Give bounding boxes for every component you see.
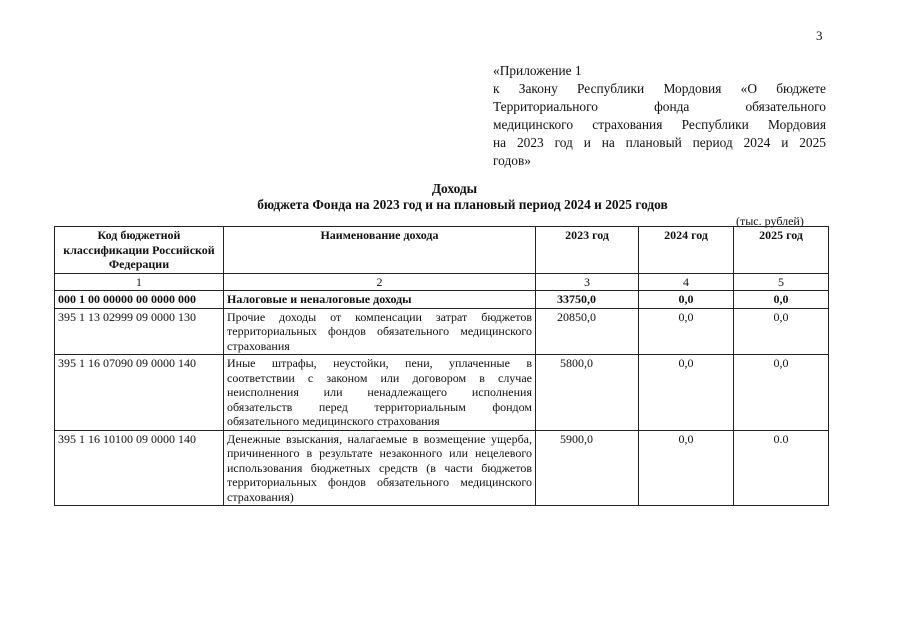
header-2025: 2025 год xyxy=(734,227,829,274)
column-number: 2 xyxy=(224,273,536,291)
annex-line: медицинского страхования Республики Мордовия xyxy=(493,117,826,132)
table-row xyxy=(55,355,829,431)
income-name: Налоговые и неналоговые доходы xyxy=(224,291,536,309)
budget-code: 395 1 13 02999 09 0000 130 xyxy=(55,308,224,355)
column-number-row xyxy=(55,273,829,291)
value-2023: 33750,0 xyxy=(536,291,639,309)
page-number: 3 xyxy=(816,28,823,43)
budget-code: 395 1 16 07090 09 0000 140 xyxy=(55,355,224,431)
budget-code: 395 1 16 10100 09 0000 140 xyxy=(55,430,224,506)
value-2025: 0,0 xyxy=(734,355,829,431)
header-2023: 2023 год xyxy=(536,227,639,274)
annex-line: годов» xyxy=(493,153,531,168)
value-2023: 5900,0 xyxy=(536,430,639,506)
document-subtitle: бюджета Фонда на 2023 год и на плановый период 2024 и 2025 годов xyxy=(257,197,668,212)
value-2025: 0,0 xyxy=(734,308,829,355)
column-number: 3 xyxy=(536,273,639,291)
income-table xyxy=(54,226,829,506)
column-number: 4 xyxy=(639,273,734,291)
annex-line: к Закону Республики Мордовия «О бюджете xyxy=(493,81,826,96)
value-2024: 0,0 xyxy=(639,355,734,431)
annex-line: Территориального фонда обязательного xyxy=(493,99,826,114)
table-row xyxy=(55,308,829,355)
value-2025: 0.0 xyxy=(734,430,829,506)
annex-reference xyxy=(493,62,826,170)
table-row xyxy=(55,430,829,506)
value-2024: 0,0 xyxy=(639,291,734,309)
value-2024: 0,0 xyxy=(639,308,734,355)
value-2025: 0,0 xyxy=(734,291,829,309)
document-title: Доходы xyxy=(431,181,478,196)
value-2024: 0,0 xyxy=(639,430,734,506)
column-number: 5 xyxy=(734,273,829,291)
annex-line: на 2023 год и на плановый период 2024 и 2025 xyxy=(493,135,826,150)
header-2024: 2024 год xyxy=(639,227,734,274)
value-2023: 20850,0 xyxy=(536,308,639,355)
header-code: Код бюджетной классификации Российской Федерации xyxy=(55,227,224,274)
value-2023: 5800,0 xyxy=(536,355,639,431)
income-name: Прочие доходы от компенсации затрат бюджетов территориальных фондов обязательного медицинского страхования xyxy=(224,308,536,355)
column-number: 1 xyxy=(55,273,224,291)
table-row xyxy=(55,291,829,309)
table-header-row xyxy=(55,227,829,274)
income-name: Денежные взыскания, налагаемые в возмещение ущерба, причиненного в результате незаконного или нецелевого использования бюджетных средств (в части бюджетов территориальных фондов обязательного медицинского страхования) xyxy=(224,430,536,506)
unit-label: (тыс. рублей) xyxy=(736,214,804,228)
income-name: Иные штрафы, неустойки, пени, уплаченные в соответствии с законом или договором в случае неисполнения или ненадлежащего исполнения обязательств перед территориальным фондом обязательного медицинского страхования xyxy=(224,355,536,431)
annex-title: «Приложение 1 xyxy=(493,63,582,78)
budget-code: 000 1 00 00000 00 0000 000 xyxy=(55,291,224,309)
header-name: Наименование дохода xyxy=(224,227,536,274)
